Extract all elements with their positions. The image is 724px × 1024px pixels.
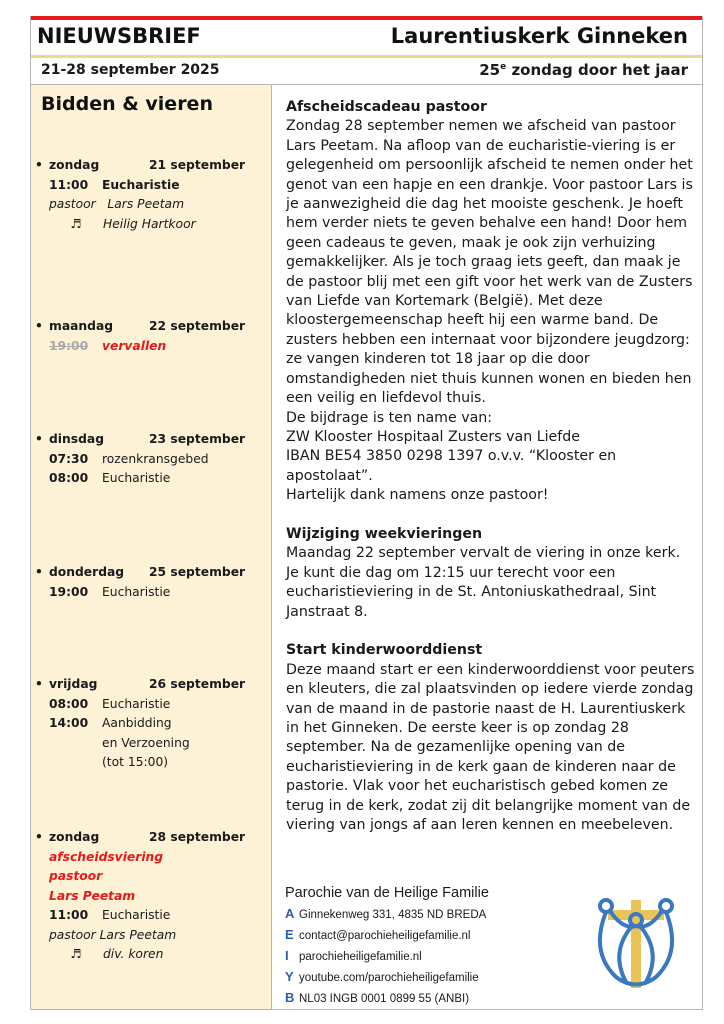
bullet-icon: • bbox=[35, 158, 43, 172]
main-content bbox=[286, 98, 696, 855]
contact-row bbox=[285, 925, 585, 946]
article-body: Maandag 22 september vervalt de viering in onze kerk. Je kunt die dag om 12:15 uur terecht voor een eucharistieviering in de St. Antoniuskathedraal, Sint Janstraat 8. bbox=[286, 545, 681, 620]
service-time: 08:00 bbox=[49, 696, 89, 711]
day-name: dinsdag bbox=[49, 432, 104, 446]
day-date: 25 september bbox=[149, 565, 246, 579]
parish-logo bbox=[596, 892, 676, 992]
liturgical-ordinal: e bbox=[500, 62, 507, 72]
choir-name: div. koren bbox=[103, 947, 164, 961]
day-header bbox=[35, 156, 267, 176]
bullet-icon: • bbox=[35, 565, 43, 579]
article-line: Hartelijk dank namens onze pastoor! bbox=[286, 487, 549, 504]
newsletter-title: NIEUWSBRIEF bbox=[37, 24, 201, 48]
day-date: 28 september bbox=[149, 830, 246, 844]
sidebar-schedule bbox=[31, 85, 272, 1009]
service-line bbox=[35, 583, 267, 603]
service-name: Eucharistie bbox=[102, 584, 171, 599]
service-time: 08:00 bbox=[49, 471, 89, 485]
day-date: 23 september bbox=[149, 432, 246, 446]
schedule-day bbox=[35, 563, 267, 602]
newsletter-page bbox=[30, 16, 703, 1010]
logo-figure-left bbox=[600, 900, 612, 912]
logo-inner-left bbox=[619, 926, 632, 982]
logo-figure-right bbox=[660, 900, 672, 912]
choir-line bbox=[35, 215, 267, 235]
contact-value: Ginnekenweg 331, 4835 ND BREDA bbox=[299, 909, 487, 921]
article-body: Deze maand start er een kinderwoorddienst voor peuters en kleuters, die zal plaatsvinden op iedere vierde zondag van de maand in de pastorie naast de H. Laurentiuskerk in het Ginneken. De eerste keer is op zondag 28 september. Na de gezamenlijke opening van de eucharistieviering in de kerk gaan de kinderen naar de pastorie. Vlak voor het eucharistisch gebed komen ze terug in de kerk, zodat zij dit belangrijke moment van de viering van jongs af aan leren kennen en meebeleven. bbox=[286, 661, 695, 833]
title-row bbox=[31, 20, 702, 56]
bullet-icon: • bbox=[35, 677, 43, 691]
service-name: Eucharistie bbox=[102, 696, 171, 711]
service-line bbox=[35, 714, 267, 734]
bullet-icon: • bbox=[35, 830, 43, 844]
day-date: 21 september bbox=[149, 158, 246, 172]
contact-row bbox=[285, 946, 585, 967]
article bbox=[286, 525, 696, 622]
parish-name: Parochie van de Heilige Familie bbox=[285, 885, 489, 901]
special-note: pastoor bbox=[49, 869, 103, 883]
day-date: 26 september bbox=[149, 677, 246, 691]
service-line bbox=[35, 695, 267, 715]
service-line bbox=[35, 176, 267, 196]
service-detail: pastoor Lars Peetam bbox=[49, 927, 177, 942]
service-time: 19:00 bbox=[49, 338, 89, 353]
service-time: 11:00 bbox=[49, 177, 89, 192]
contact-value[interactable]: contact@parochieheiligefamilie.nl bbox=[299, 930, 471, 942]
article-title: Start kinderwoorddienst bbox=[286, 642, 483, 659]
article-line: IBAN BE54 3850 0298 1397 o.v.v. “Klooster en apostolaat”. bbox=[286, 448, 617, 484]
article-line: De bijdrage is ten name van: bbox=[286, 409, 493, 426]
contact-row bbox=[285, 988, 585, 1009]
article-body: Zondag 28 september nemen we afscheid van pastoor Lars Peetam. Na afloop van de eucharistie-viering is er gelegenheid om persoonlijk afscheid te nemen onder het genot van een hapje en een drankje. Voor pastoor Lars is je aanwezigheid die dag het mooiste geschenk. Je hoeft hem verder niets te geven behalve een hand! Door hem geen cadeaus te geven, maak je ook zijn verhuizing gemakkelijker. Als je toch graag iets geeft, dan maak je de pastoor blij met een gift voor het werk van de Zusters van Liefde van Kortemark (België). Met deze kloostergemeenschap heeft hij een warme band. De zusters hebben een internaat voor bijzondere jeugdzorg: ze vangen kinderen tot 18 jaar op die door omstandigheden niet thuis kunnen wonen en bieden hen een veilig en liefdevol thuis. bbox=[286, 118, 693, 407]
celebrant-label: pastoor bbox=[49, 197, 96, 211]
day-header bbox=[35, 317, 267, 337]
service-name: Aanbidding bbox=[102, 716, 172, 730]
day-name: vrijdag bbox=[49, 677, 98, 691]
service-detail: (tot 15:00) bbox=[102, 755, 169, 769]
contact-letter: A bbox=[285, 906, 295, 921]
celebrant-line bbox=[35, 195, 267, 215]
bullet-icon: • bbox=[35, 319, 43, 333]
bullet-icon: • bbox=[35, 432, 43, 446]
special-note: afscheidsviering bbox=[49, 849, 164, 864]
special-note: Lars Peetam bbox=[49, 888, 136, 903]
music-note-icon: ♬ bbox=[70, 947, 82, 961]
contact-value[interactable]: youtube.com/parochieheiligefamilie bbox=[299, 972, 479, 984]
schedule-day bbox=[35, 675, 267, 773]
article-title: Wijziging weekvieringen bbox=[286, 525, 483, 542]
day-name: donderdag bbox=[49, 565, 125, 579]
liturgical-number: 25 bbox=[479, 61, 501, 79]
article bbox=[286, 98, 696, 506]
choir-line bbox=[35, 945, 267, 965]
service-name: Eucharistie bbox=[102, 471, 171, 485]
liturgical-sunday bbox=[479, 61, 688, 79]
schedule-day bbox=[35, 430, 267, 489]
sidebar-title: Bidden & vieren bbox=[41, 93, 213, 115]
day-name: zondag bbox=[49, 830, 100, 844]
date-range: 21-28 september 2025 bbox=[41, 62, 220, 78]
day-name: maandag bbox=[49, 319, 114, 333]
contact-letter: E bbox=[285, 927, 294, 942]
choir-name: Heilig Hartkoor bbox=[103, 216, 196, 231]
service-name: rozenkransgebed bbox=[102, 451, 209, 466]
liturgical-text: zondag door het jaar bbox=[506, 61, 688, 79]
contact-letter: I bbox=[285, 948, 289, 963]
day-date: 22 september bbox=[149, 319, 246, 333]
contact-block bbox=[285, 885, 585, 1009]
day-header bbox=[35, 563, 267, 583]
day-header bbox=[35, 675, 267, 695]
date-row bbox=[31, 58, 702, 85]
celebrant-name: Lars Peetam bbox=[107, 197, 185, 211]
service-time: 14:00 bbox=[49, 716, 89, 730]
article-line: ZW Klooster Hospitaal Zusters van Liefde bbox=[286, 428, 581, 445]
service-name: vervallen bbox=[102, 338, 167, 353]
contact-row bbox=[285, 904, 585, 925]
service-line bbox=[35, 337, 267, 357]
contact-value[interactable]: parochieheiligefamilie.nl bbox=[299, 951, 422, 963]
contact-letter: B bbox=[285, 990, 295, 1005]
service-time: 07:30 bbox=[49, 451, 89, 466]
service-line bbox=[35, 450, 267, 470]
day-name: zondag bbox=[49, 158, 100, 172]
day-header bbox=[35, 430, 267, 450]
day-header bbox=[35, 828, 267, 848]
service-line bbox=[35, 906, 267, 926]
logo-inner-right bbox=[640, 926, 653, 982]
music-note-icon: ♬ bbox=[70, 216, 82, 231]
service-name: Eucharistie bbox=[102, 908, 171, 922]
contact-value: NL03 INGB 0001 0899 55 (ANBI) bbox=[299, 993, 470, 1005]
schedule-day bbox=[35, 317, 267, 356]
schedule-day bbox=[35, 156, 267, 234]
service-time: 11:00 bbox=[49, 908, 89, 922]
service-name: Eucharistie bbox=[102, 177, 180, 192]
article bbox=[286, 641, 696, 835]
contact-letter: Y bbox=[285, 969, 294, 984]
schedule-day bbox=[35, 828, 267, 965]
contact-row bbox=[285, 967, 585, 988]
article-title: Afscheidscadeau pastoor bbox=[286, 99, 488, 115]
service-line bbox=[35, 469, 267, 489]
service-time: 19:00 bbox=[49, 584, 89, 599]
church-name: Laurentiuskerk Ginneken bbox=[390, 24, 688, 48]
service-detail: en Verzoening bbox=[102, 735, 190, 750]
